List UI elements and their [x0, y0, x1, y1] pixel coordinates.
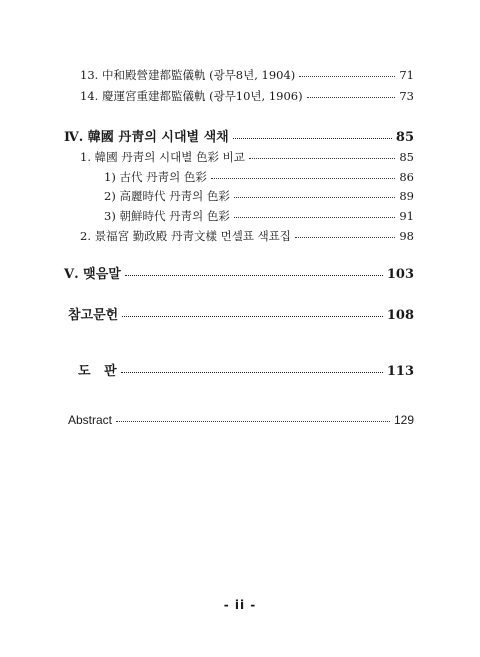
toc-subsection-2 — [104, 188, 414, 204]
dot-leader — [299, 75, 395, 77]
toc-abstract — [68, 413, 414, 427]
toc-entry-13 — [80, 67, 414, 83]
toc-chapter-page: 129 — [393, 413, 414, 427]
toc-section-4-1 — [80, 149, 414, 165]
toc-chapter-page: 103 — [386, 267, 414, 282]
toc-references — [68, 304, 414, 323]
toc-subsection-3 — [104, 208, 414, 224]
toc-entry-label: 13. 中和殿營建都監儀軌 (광무8년, 1904) — [80, 68, 296, 82]
toc-chapter-label: Ⅴ. 맺음말 — [64, 267, 121, 282]
toc-subsection-1 — [104, 169, 414, 185]
dot-leader — [234, 196, 395, 198]
toc-entry-label: 1) 古代 丹靑의 色彩 — [104, 170, 207, 184]
toc-chapter-label: 도 판 — [78, 364, 117, 379]
dot-leader — [121, 371, 383, 373]
toc-entry-page: 71 — [399, 68, 414, 82]
dot-leader — [295, 236, 395, 238]
toc-entry-label: 2. 景福宮 勤政殿 丹靑文樣 먼셀표 색표집 — [80, 229, 291, 243]
toc-entry-label: 3) 朝鮮時代 丹靑의 色彩 — [104, 209, 230, 223]
dot-leader — [233, 137, 392, 139]
toc-entry-label: 14. 慶運宮重建都監儀軌 (광무10년, 1906) — [80, 89, 303, 103]
toc-entry-page: 73 — [399, 89, 414, 103]
toc-chapter-page: 113 — [386, 364, 414, 379]
toc-chapter-5 — [64, 263, 414, 282]
toc-entry-label: 1. 韓國 丹靑의 시대별 色彩 비교 — [80, 150, 245, 164]
dot-leader — [211, 177, 395, 179]
toc-chapter-page: 85 — [395, 130, 414, 145]
toc-section-4-2 — [80, 228, 414, 244]
toc-entry-page: 89 — [399, 189, 414, 203]
dot-leader — [122, 315, 383, 317]
page-number: - ii - — [223, 598, 257, 612]
toc-entry-label: 2) 高麗時代 丹靑의 色彩 — [104, 189, 230, 203]
toc-entry-page: 98 — [399, 229, 414, 243]
dot-leader — [307, 96, 396, 98]
toc-entry-page: 86 — [399, 170, 414, 184]
dot-leader — [249, 157, 395, 159]
toc-entry-page: 91 — [399, 209, 414, 223]
toc-chapter-4 — [64, 126, 414, 145]
toc-chapter-label: Ⅳ. 韓國 丹靑의 시대별 색채 — [64, 130, 229, 145]
toc-chapter-label: Abstract — [68, 413, 113, 427]
toc-chapter-page: 108 — [386, 308, 414, 323]
dot-leader — [125, 274, 383, 276]
toc-entry-page: 85 — [399, 150, 414, 164]
dot-leader — [116, 420, 390, 422]
toc-plates — [78, 360, 414, 379]
toc-chapter-label: 참고문헌 — [68, 308, 119, 323]
toc-entry-14 — [80, 88, 414, 104]
dot-leader — [234, 216, 395, 218]
